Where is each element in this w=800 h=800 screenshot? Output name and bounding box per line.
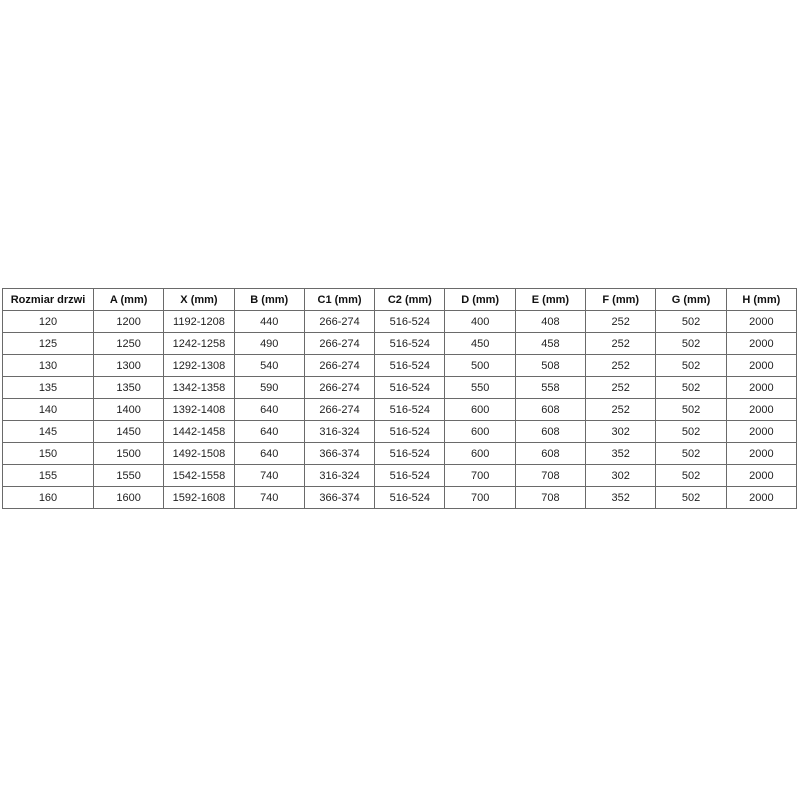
table-cell: 2000: [726, 311, 796, 333]
table-cell: 1300: [94, 355, 164, 377]
table-cell: 252: [586, 311, 656, 333]
table-cell: 252: [586, 399, 656, 421]
table-cell: 540: [234, 355, 304, 377]
table-header-cell: C2 (mm): [375, 289, 445, 311]
table-cell: 502: [656, 465, 726, 487]
table-cell: 1292-1308: [164, 355, 234, 377]
table-row: [3, 311, 797, 333]
table-cell: 1542-1558: [164, 465, 234, 487]
table-header-cell: B (mm): [234, 289, 304, 311]
table-cell: 516-524: [375, 399, 445, 421]
table-cell: 120: [3, 311, 94, 333]
table-cell: 502: [656, 377, 726, 399]
table-header-cell: H (mm): [726, 289, 796, 311]
table-cell: 1200: [94, 311, 164, 333]
table-cell: 516-524: [375, 377, 445, 399]
table-row: [3, 377, 797, 399]
table-row: [3, 465, 797, 487]
table-cell: 352: [586, 487, 656, 509]
table-cell: 516-524: [375, 333, 445, 355]
table-cell: 160: [3, 487, 94, 509]
table-cell: 266-274: [304, 355, 374, 377]
table-cell: 125: [3, 333, 94, 355]
table-cell: 1400: [94, 399, 164, 421]
table-cell: 2000: [726, 333, 796, 355]
door-size-spec-table: [2, 288, 797, 509]
table-cell: 500: [445, 355, 515, 377]
table-cell: 516-524: [375, 487, 445, 509]
table-header-cell: F (mm): [586, 289, 656, 311]
table-cell: 155: [3, 465, 94, 487]
table-cell: 1600: [94, 487, 164, 509]
table-cell: 740: [234, 465, 304, 487]
table-cell: 600: [445, 421, 515, 443]
table-cell: 1592-1608: [164, 487, 234, 509]
table-cell: 366-374: [304, 443, 374, 465]
table-cell: 266-274: [304, 377, 374, 399]
table-cell: 708: [515, 465, 585, 487]
table-cell: 516-524: [375, 311, 445, 333]
table-row: [3, 355, 797, 377]
table-cell: 2000: [726, 487, 796, 509]
table-header-cell: D (mm): [445, 289, 515, 311]
table-row: [3, 333, 797, 355]
table-header-cell: E (mm): [515, 289, 585, 311]
table-cell: 2000: [726, 399, 796, 421]
table-cell: 608: [515, 421, 585, 443]
table-cell: 516-524: [375, 355, 445, 377]
table-cell: 1250: [94, 333, 164, 355]
table-cell: 1350: [94, 377, 164, 399]
table-cell: 502: [656, 487, 726, 509]
table-cell: 1392-1408: [164, 399, 234, 421]
table-cell: 316-324: [304, 421, 374, 443]
table-cell: 1442-1458: [164, 421, 234, 443]
table-cell: 502: [656, 421, 726, 443]
table-cell: 508: [515, 355, 585, 377]
table-cell: 640: [234, 421, 304, 443]
table-cell: 502: [656, 399, 726, 421]
table-cell: 135: [3, 377, 94, 399]
table-cell: 316-324: [304, 465, 374, 487]
table-cell: 600: [445, 399, 515, 421]
table-cell: 558: [515, 377, 585, 399]
table-cell: 1192-1208: [164, 311, 234, 333]
table-cell: 2000: [726, 443, 796, 465]
table-cell: 252: [586, 377, 656, 399]
table-cell: 302: [586, 421, 656, 443]
table-header-cell: C1 (mm): [304, 289, 374, 311]
table-header-cell: X (mm): [164, 289, 234, 311]
table-row: [3, 443, 797, 465]
table-cell: 700: [445, 487, 515, 509]
table-cell: 145: [3, 421, 94, 443]
table-cell: 302: [586, 465, 656, 487]
table-cell: 1500: [94, 443, 164, 465]
table-body: [3, 311, 797, 509]
table-cell: 550: [445, 377, 515, 399]
table-cell: 502: [656, 311, 726, 333]
table-cell: 700: [445, 465, 515, 487]
table-cell: 458: [515, 333, 585, 355]
table-cell: 2000: [726, 465, 796, 487]
table-cell: 502: [656, 443, 726, 465]
table-cell: 600: [445, 443, 515, 465]
table-cell: 450: [445, 333, 515, 355]
table-cell: 2000: [726, 421, 796, 443]
table-cell: 490: [234, 333, 304, 355]
table-cell: 266-274: [304, 399, 374, 421]
table-header-cell: Rozmiar drzwi: [3, 289, 94, 311]
table-cell: 516-524: [375, 465, 445, 487]
table-cell: 516-524: [375, 443, 445, 465]
table-cell: 2000: [726, 377, 796, 399]
table-cell: 366-374: [304, 487, 374, 509]
table-cell: 608: [515, 399, 585, 421]
table-cell: 608: [515, 443, 585, 465]
table-cell: 2000: [726, 355, 796, 377]
table-row: [3, 487, 797, 509]
table-cell: 1242-1258: [164, 333, 234, 355]
table-cell: 640: [234, 399, 304, 421]
table-cell: 352: [586, 443, 656, 465]
table-cell: 502: [656, 355, 726, 377]
table-cell: 252: [586, 333, 656, 355]
table-cell: 590: [234, 377, 304, 399]
table-cell: 740: [234, 487, 304, 509]
table-cell: 1342-1358: [164, 377, 234, 399]
table-cell: 502: [656, 333, 726, 355]
table-cell: 252: [586, 355, 656, 377]
table-cell: 140: [3, 399, 94, 421]
table-cell: 266-274: [304, 333, 374, 355]
table-cell: 150: [3, 443, 94, 465]
table-header-cell: A (mm): [94, 289, 164, 311]
table-row: [3, 399, 797, 421]
table-cell: 266-274: [304, 311, 374, 333]
table-cell: 1550: [94, 465, 164, 487]
table-row: [3, 421, 797, 443]
table-cell: 130: [3, 355, 94, 377]
table-cell: 708: [515, 487, 585, 509]
table-cell: 1492-1508: [164, 443, 234, 465]
table-cell: 408: [515, 311, 585, 333]
table-header-row: [3, 289, 797, 311]
table-cell: 640: [234, 443, 304, 465]
table-cell: 400: [445, 311, 515, 333]
table-cell: 516-524: [375, 421, 445, 443]
table-header-cell: G (mm): [656, 289, 726, 311]
table-cell: 1450: [94, 421, 164, 443]
table-cell: 440: [234, 311, 304, 333]
